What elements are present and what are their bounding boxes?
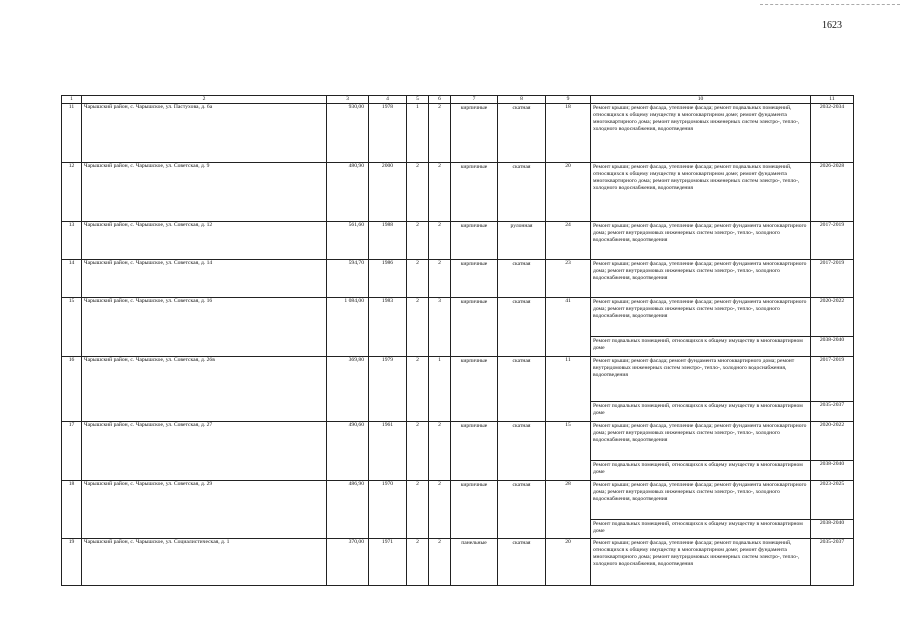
period-cell: 2038-2040 (811, 520, 854, 539)
works-cell: Ремонт подвальных помещений, относящихся к общему имуществу в многоквартирном доме (591, 520, 811, 539)
apartments-cell: 24 (546, 222, 591, 260)
column-header: 5 (407, 96, 429, 104)
area-cell: 930,00 (327, 104, 369, 163)
address-cell: Чарышский район, с. Чарышское, ул. Советская, д. 29 (82, 481, 327, 539)
floors-cell: 2 (407, 163, 429, 222)
floors-cell: 2 (407, 298, 429, 357)
column-header: 8 (498, 96, 546, 104)
floors-cell: 1 (407, 104, 429, 163)
area-cell: 480,90 (327, 163, 369, 222)
table-row (62, 357, 854, 402)
row-number: 19 (62, 539, 82, 586)
table-row (62, 422, 854, 461)
period-cell: 2038-2040 (811, 337, 854, 357)
table-row (62, 539, 854, 586)
wall-material-cell: кирпичные (451, 222, 498, 260)
row-number: 16 (62, 357, 82, 422)
address-cell: Чарышский район, с. Чарышское, ул. Советская, д. 16 (82, 298, 327, 357)
period-cell: 2017-2019 (811, 357, 854, 402)
table-row (62, 298, 854, 337)
roof-type-cell: скатная (498, 260, 546, 298)
works-cell: Ремонт крыши; ремонт фасада, утепление фасада; ремонт фундамента многоквартирного дома; ремонт внутридомовых инженерных систем электро-, тепло-, холодного водоснабжения, водоотведения (591, 298, 811, 337)
area-cell: 490,60 (327, 422, 369, 481)
works-cell: Ремонт подвальных помещений, относящихся к общему имуществу в многоквартирном доме (591, 337, 811, 357)
works-cell: Ремонт крыши; ремонт фасада, утепление фасада; ремонт подвальных помещений, относящихся к общему имуществу в многоквартирном доме; ремонт фундамента многоквартирного дома; ремонт внутридомовых инженерных систем электро-, тепло-, холодного водоснабжения, водоотведения (591, 539, 811, 586)
column-number-row (62, 96, 854, 104)
column-header: 4 (369, 96, 407, 104)
apartments-cell: 41 (546, 298, 591, 357)
table-row (62, 163, 854, 222)
floors-cell: 2 (407, 357, 429, 422)
period-cell: 2038-2040 (811, 461, 854, 481)
works-cell: Ремонт крыши; ремонт фасада, утепление фасада; ремонт подвальных помещений, относящихся к общему имуществу в многоквартирном доме; ремонт фундамента многоквартирного дома; ремонт внутридомовых инженерных систем электро-, тепло-, холодного водоснабжения, водоотведения (591, 163, 811, 222)
period-cell: 2020-2022 (811, 298, 854, 337)
address-cell: Чарышский район, с. Чарышское, ул. Социалистическая, д. 1 (82, 539, 327, 586)
floors-cell: 2 (407, 222, 429, 260)
entrances-cell: 2 (429, 539, 451, 586)
row-number: 12 (62, 163, 82, 222)
area-cell: 1 084,00 (327, 298, 369, 357)
area-cell: 486,90 (327, 481, 369, 539)
address-cell: Чарышский район, с. Чарышское, ул. Советская, д. 12 (82, 222, 327, 260)
apartments-cell: 20 (546, 163, 591, 222)
wall-material-cell: кирпичные (451, 260, 498, 298)
floors-cell: 2 (407, 539, 429, 586)
address-cell: Чарышский район, с. Чарышское, ул. Советская, д. 14 (82, 260, 327, 298)
floors-cell: 2 (407, 422, 429, 481)
table-row (62, 104, 854, 163)
column-header: 6 (429, 96, 451, 104)
period-cell: 2017-2019 (811, 222, 854, 260)
wall-material-cell: кирпичные (451, 481, 498, 539)
entrances-cell: 2 (429, 222, 451, 260)
year-cell: 1978 (369, 104, 407, 163)
works-cell: Ремонт подвальных помещений, относящихся к общему имуществу в многоквартирном доме (591, 461, 811, 481)
roof-type-cell: скатная (498, 539, 546, 586)
wall-material-cell: кирпичные (451, 357, 498, 422)
housing-repair-table (61, 95, 854, 586)
year-cell: 1971 (369, 539, 407, 586)
table-row (62, 222, 854, 260)
roof-type-cell: скатная (498, 104, 546, 163)
entrances-cell: 2 (429, 260, 451, 298)
apartments-cell: 11 (546, 357, 591, 422)
works-cell: Ремонт крыши; ремонт фасада, утепление фасада; ремонт фундамента многоквартирного дома; ремонт внутридомовых инженерных систем электро-, тепло-, холодного водоснабжения, водоотведения (591, 481, 811, 520)
row-number: 17 (62, 422, 82, 481)
floors-cell: 2 (407, 481, 429, 539)
entrances-cell: 2 (429, 481, 451, 539)
wall-material-cell: кирпичные (451, 104, 498, 163)
works-cell: Ремонт подвальных помещений, относящихся к общему имуществу в многоквартирном доме (591, 402, 811, 422)
area-cell: 561,60 (327, 222, 369, 260)
column-header: 10 (591, 96, 811, 104)
floors-cell: 2 (407, 260, 429, 298)
area-cell: 369,80 (327, 357, 369, 422)
roof-type-cell: скатная (498, 357, 546, 422)
entrances-cell: 3 (429, 298, 451, 357)
wall-material-cell: кирпичные (451, 422, 498, 481)
table-row (62, 260, 854, 298)
year-cell: 1970 (369, 481, 407, 539)
year-cell: 1986 (369, 260, 407, 298)
wall-material-cell: кирпичные (451, 163, 498, 222)
period-cell: 2017-2019 (811, 260, 854, 298)
row-number: 11 (62, 104, 82, 163)
address-cell: Чарышский район, с. Чарышское, ул. Советская, д. 26в (82, 357, 327, 422)
period-cell: 2026-2028 (811, 163, 854, 222)
works-cell: Ремонт крыши; ремонт фасада, утепление фасада; ремонт фундамента многоквартирного дома; ремонт внутридомовых инженерных систем электро-, тепло-, холодного водоснабжения, водоотведения (591, 422, 811, 461)
wall-material-cell: кирпичные (451, 298, 498, 357)
roof-type-cell: скатная (498, 298, 546, 357)
row-number: 15 (62, 298, 82, 357)
year-cell: 1983 (369, 298, 407, 357)
period-cell: 2035-2037 (811, 539, 854, 586)
row-number: 18 (62, 481, 82, 539)
year-cell: 1988 (369, 222, 407, 260)
table-row (62, 481, 854, 520)
wall-material-cell: панельные (451, 539, 498, 586)
works-cell: Ремонт крыши; ремонт фасада; ремонт фундамента многоквартирного дома; ремонт внутридомовых инженерных систем электро-, тепло-, холодного водоснабжения, водоотведения (591, 357, 811, 402)
works-cell: Ремонт крыши; ремонт фасада, утепление фасада; ремонт фундамента многоквартирного дома; ремонт внутридомовых инженерных систем электро-, тепло-, холодного водоснабжения, водоотведения (591, 222, 811, 260)
roof-type-cell: скатная (498, 422, 546, 481)
entrances-cell: 1 (429, 357, 451, 422)
column-header: 7 (451, 96, 498, 104)
works-cell: Ремонт крыши; ремонт фасада, утепление фасада; ремонт фундамента многоквартирного дома; ремонт внутридомовых инженерных систем электро-, тепло-, холодного водоснабжения, водоотведения (591, 260, 811, 298)
column-header: 3 (327, 96, 369, 104)
column-header: 11 (811, 96, 854, 104)
entrances-cell: 2 (429, 104, 451, 163)
column-header: 2 (82, 96, 327, 104)
area-cell: 594,70 (327, 260, 369, 298)
page-number: 1623 (822, 20, 842, 31)
row-number: 14 (62, 260, 82, 298)
address-cell: Чарышский район, с. Чарышское, ул. Советская, д. 27 (82, 422, 327, 481)
area-cell: 370,00 (327, 539, 369, 586)
row-number: 13 (62, 222, 82, 260)
entrances-cell: 2 (429, 163, 451, 222)
apartments-cell: 15 (546, 422, 591, 481)
period-cell: 2020-2022 (811, 422, 854, 461)
address-cell: Чарышский район, с. Чарышское, ул. Советская, д. 9 (82, 163, 327, 222)
year-cell: 2000 (369, 163, 407, 222)
apartments-cell: 18 (546, 104, 591, 163)
roof-type-cell: скатная (498, 163, 546, 222)
apartments-cell: 20 (546, 539, 591, 586)
roof-type-cell: скатная (498, 481, 546, 539)
apartments-cell: 28 (546, 481, 591, 539)
column-header: 9 (546, 96, 591, 104)
year-cell: 1979 (369, 357, 407, 422)
period-cell: 2023-2025 (811, 481, 854, 520)
top-dashed-rule (760, 4, 900, 5)
works-cell: Ремонт крыши; ремонт фасада, утепление фасада; ремонт подвальных помещений, относящихся к общему имуществу в многоквартирном доме; ремонт фундамента многоквартирного дома; ремонт внутридомовых инженерных систем электро-, тепло-, холодного водоснабжения, водоотведения (591, 104, 811, 163)
address-cell: Чарышский район, с. Чарышское, ул. Пастухова, д. 6а (82, 104, 327, 163)
period-cell: 2035-2037 (811, 402, 854, 422)
apartments-cell: 23 (546, 260, 591, 298)
roof-type-cell: рулонная (498, 222, 546, 260)
year-cell: 1961 (369, 422, 407, 481)
period-cell: 2032-2034 (811, 104, 854, 163)
column-header: 1 (62, 96, 82, 104)
entrances-cell: 2 (429, 422, 451, 481)
